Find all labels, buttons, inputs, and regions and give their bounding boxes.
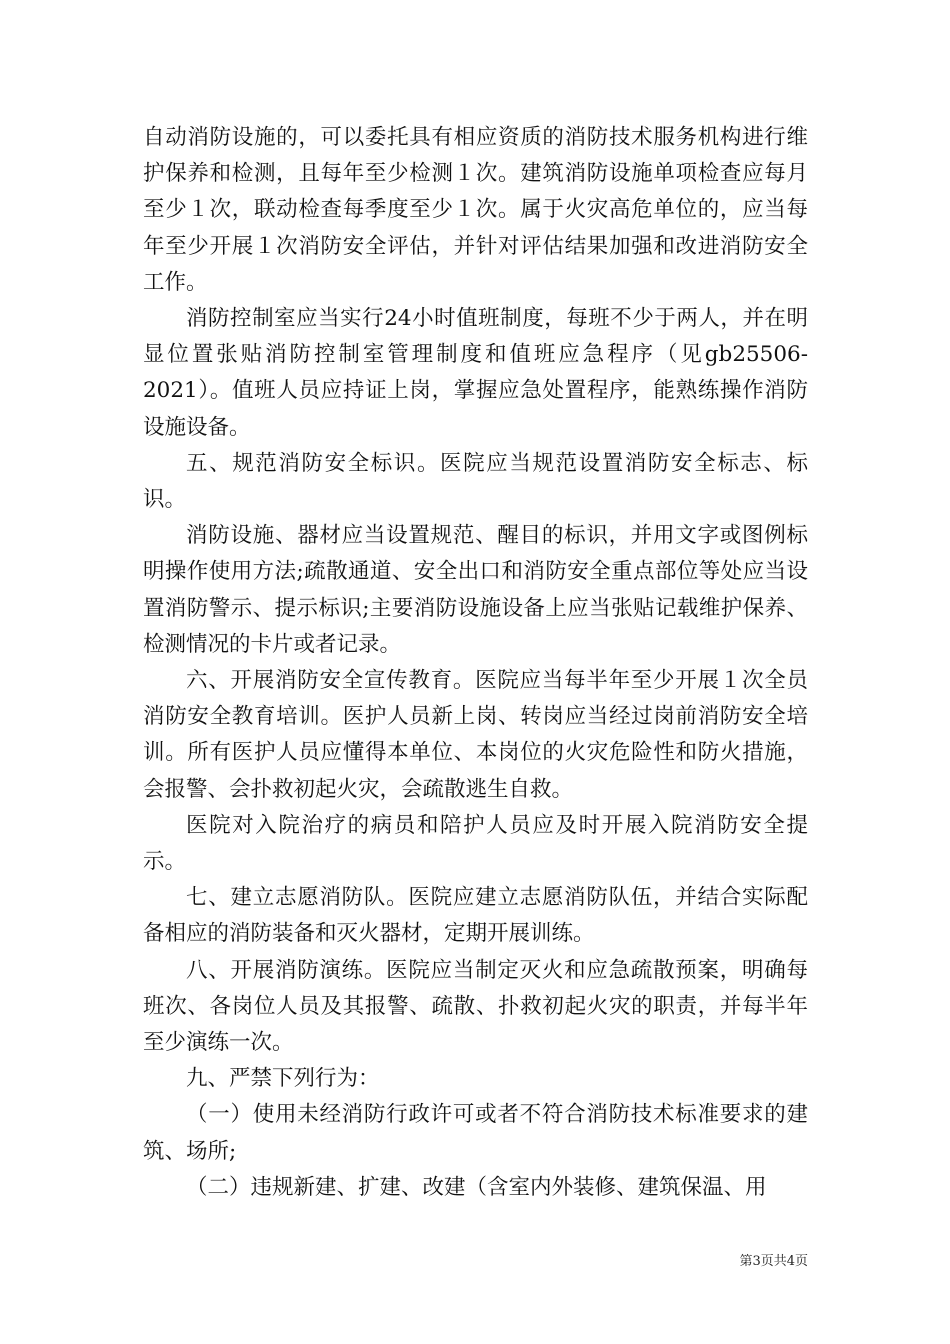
paragraph: 医院对入院治疗的病员和陪护人员应及时开展入院消防安全提示。 [143, 812, 808, 875]
paragraph: 六、开展消防安全宣传教育。医院应当每半年至少开展１次全员消防安全教育培训。医护人员新上岗、转岗应当经过岗前消防安全培训。所有医护人员应懂得本单位、本岗位的火灾危险性和防火措施，会报警、会扑救初起火灾，会疏散逃生自救。 [143, 668, 808, 802]
page-number: 第3页共4页 [739, 1254, 808, 1269]
paragraph: 自动消防设施的，可以委托具有相应资质的消防技术服务机构进行维护保养和检测，且每年至少检测１次。建筑消防设施单项检查应每月至少１次，联动检查每季度至少１次。属于火灾高危单位的，应当每年至少开展１次消防安全评估，并针对评估结果加强和改进消防安全工作。 [143, 125, 808, 295]
paragraph: （二）违规新建、扩建、改建（含室内外装修、建筑保温、用 [186, 1174, 767, 1200]
paragraph: 九、严禁下列行为： [186, 1066, 380, 1092]
paragraph: 消防控制室应当实行24小时值班制度，每班不少于两人，并在明显位置张贴消防控制室管理制度和值班应急程序（见gb25506-2021）。值班人员应持证上岗，掌握应急处置程序，能熟练操作消防设施设备。 [143, 306, 808, 440]
paragraph: 五、规范消防安全标识。医院应当规范设置消防安全标志、标识。 [143, 450, 808, 513]
paragraph: （一）使用未经消防行政许可或者不符合消防技术标准要求的建筑、场所; [143, 1102, 808, 1164]
document-body [143, 120, 808, 1206]
paragraph: 消防设施、器材应当设置规范、醒目的标识，并用文字或图例标明操作使用方法;疏散通道、安全出口和消防安全重点部位等处应当设置消防警示、提示标识;主要消防设施设备上应当张贴记载维护保养、检测情况的卡片或者记录。 [143, 523, 808, 657]
paragraph: 七、建立志愿消防队。医院应建立志愿消防队伍，并结合实际配备相应的消防装备和灭火器材，定期开展训练。 [143, 885, 808, 947]
paragraph: 八、开展消防演练。医院应当制定灭火和应急疏散预案，明确每班次、各岗位人员及其报警、疏散、扑救初起火灾的职责，并每半年至少演练一次。 [143, 957, 808, 1056]
